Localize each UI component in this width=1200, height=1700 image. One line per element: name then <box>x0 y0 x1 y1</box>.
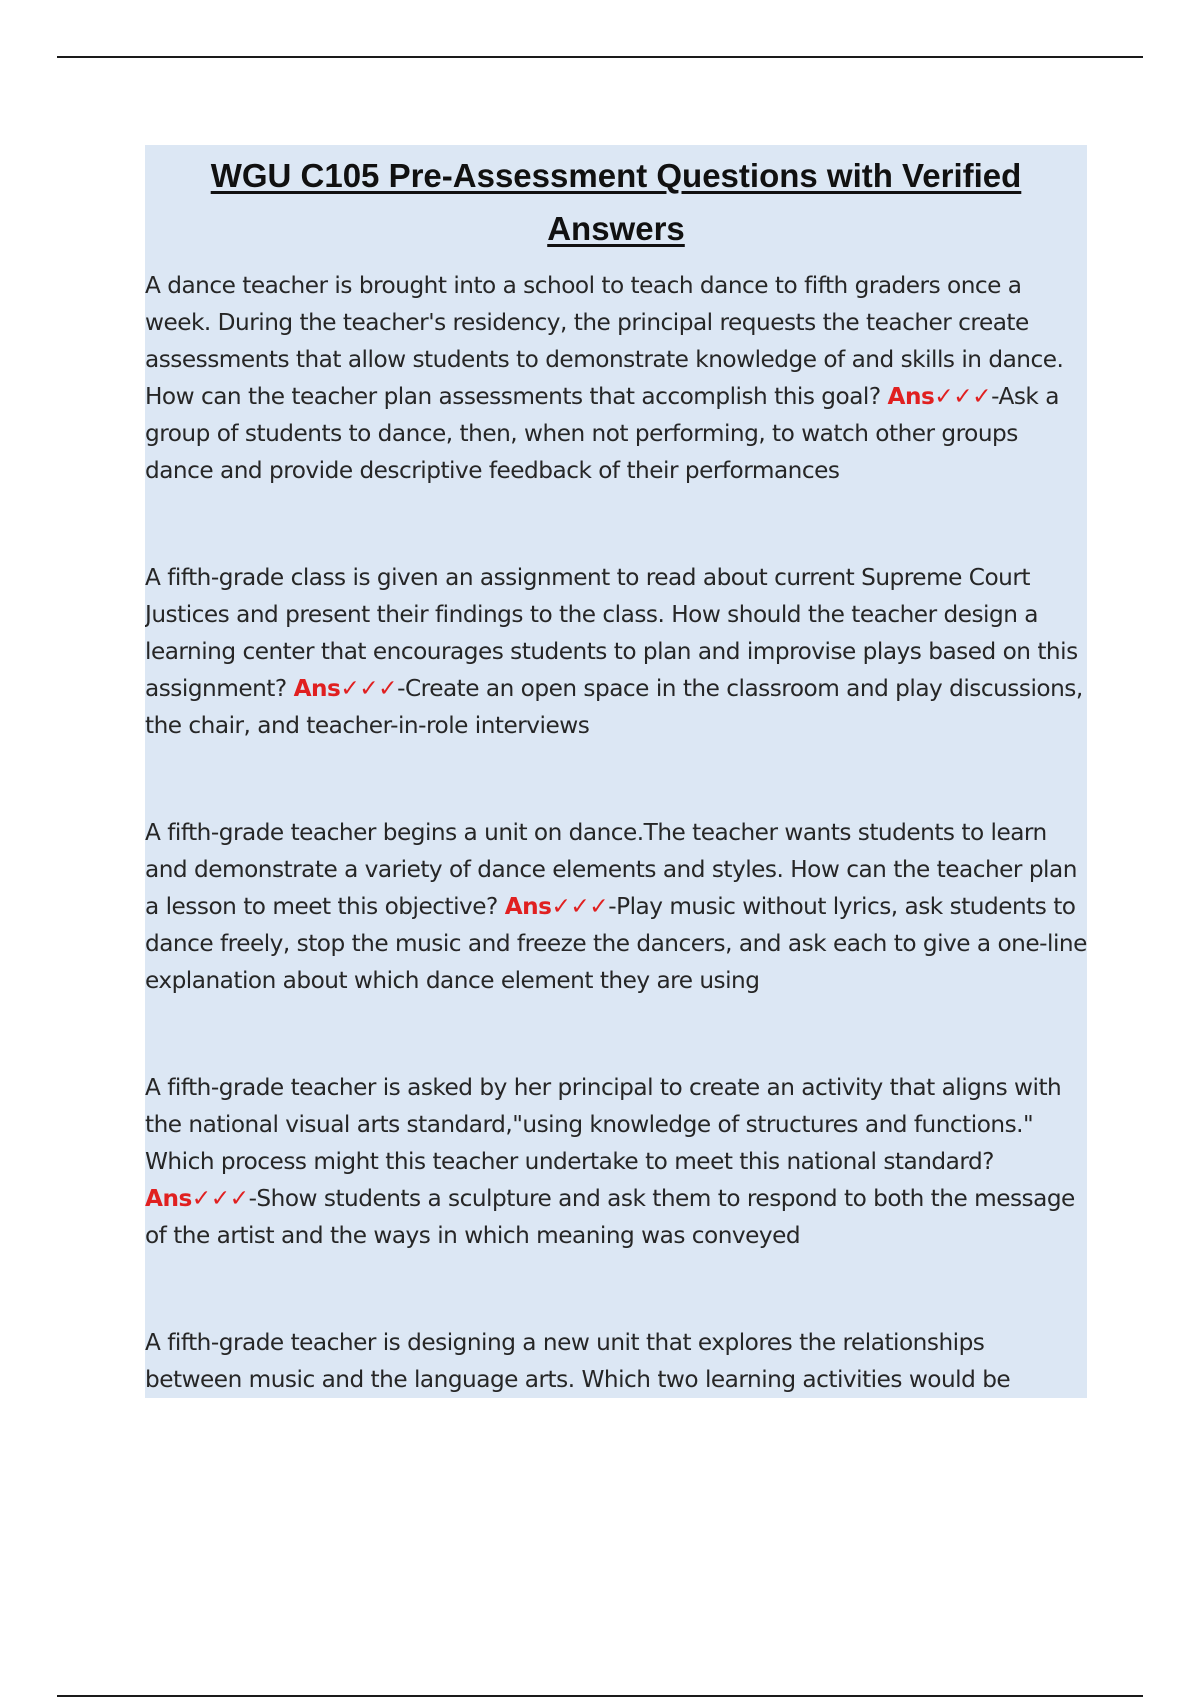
checkmark-icon: ✓✓✓ <box>191 1185 249 1212</box>
question-text: A fifth-grade teacher begins a unit on dance.The teacher wants students to learn and demonstrate a variety of dance elements and styles. How can the teacher plan a lesson to meet this objective? <box>145 819 1077 920</box>
qa-item <box>145 814 1087 999</box>
checkmark-icon: ✓✓✓ <box>551 893 609 920</box>
answer-text: -Ask a group of students to dance, then, when not performing, to watch other groups dance and provide descriptive feedback of their performances <box>145 383 1059 484</box>
question-text: A dance teacher is brought into a school to teach dance to fifth graders once a week. During the teacher's residency, the principal requests the teacher create assessments that allow students to demonstrate knowledge of and skills in dance. How can the teacher plan assessments that accomplish this goal? <box>145 272 1064 410</box>
question-text: A fifth-grade teacher is designing a new unit that explores the relationships between music and the language arts. Which two learning activities would be <box>145 1329 1011 1393</box>
qa-item <box>145 1324 1087 1398</box>
checkmark-icon: ✓✓✓ <box>934 383 992 410</box>
bottom-rule <box>57 1695 1143 1697</box>
answer-marker: Ans <box>504 893 552 920</box>
answer-text: -Show students a sculpture and ask them to respond to both the message of the artist and the ways in which meaning was conveyed <box>145 1185 1075 1249</box>
qa-item <box>145 559 1087 744</box>
title-line-1: WGU C105 Pre-Assessment Questions with Verified <box>210 157 1022 194</box>
top-rule <box>57 56 1143 58</box>
answer-marker: Ans <box>145 1185 192 1212</box>
answer-text: -Create an open space in the classroom and play discussions, the chair, and teacher-in-role interviews <box>145 675 1083 739</box>
qa-item <box>145 1069 1087 1254</box>
answer-text: -Play music without lyrics, ask students to dance freely, stop the music and freeze the dancers, and ask each to give a one-line explanation about which dance element they are using <box>145 893 1087 994</box>
question-text: A fifth-grade class is given an assignment to read about current Supreme Court Justices and present their findings to the class. How should the teacher design a learning center that encourages students to plan and improvise plays based on this assignment? <box>145 564 1078 702</box>
answer-marker: Ans <box>887 383 935 410</box>
document-body <box>145 145 1087 1398</box>
title-line-2: Answers <box>547 210 685 247</box>
answer-marker: Ans <box>293 675 341 702</box>
document-title <box>145 145 1087 255</box>
question-text: A fifth-grade teacher is asked by her principal to create an activity that aligns with the national visual arts standard,"using knowledge of structures and functions." Which process might this teacher undertake to meet this national standard? <box>145 1074 1062 1175</box>
checkmark-icon: ✓✓✓ <box>340 675 398 702</box>
qa-item <box>145 267 1087 489</box>
